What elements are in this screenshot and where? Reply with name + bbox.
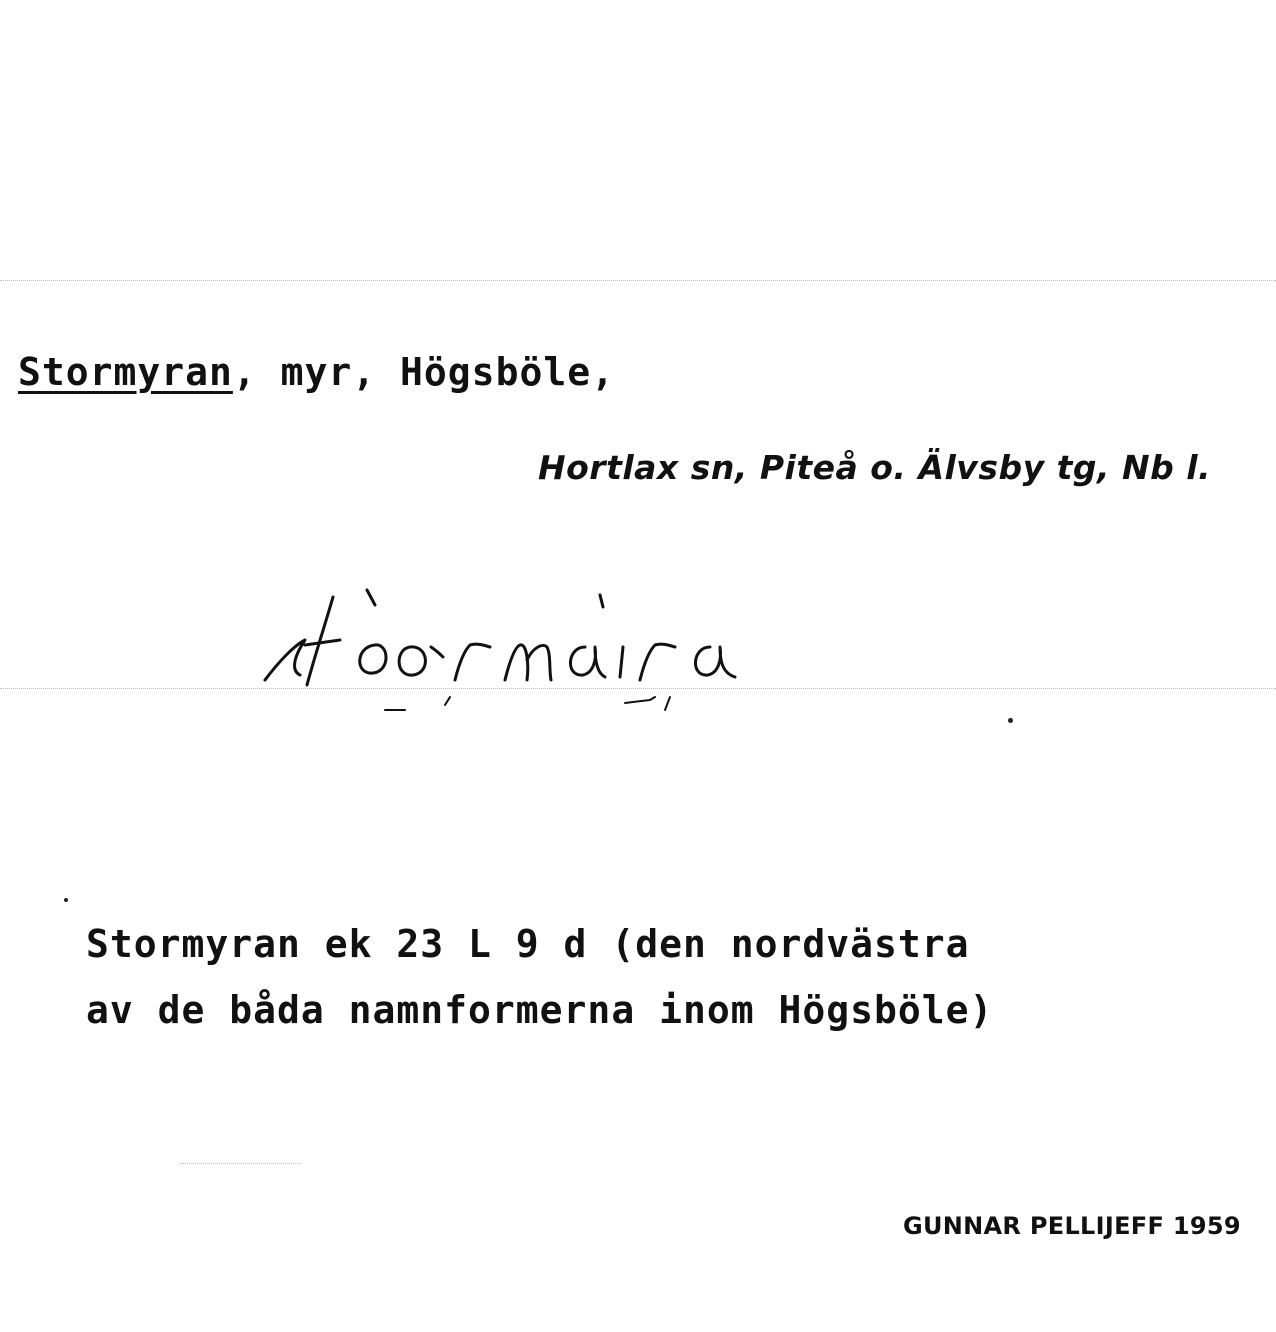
scan-noise [0,688,1276,690]
scan-noise [0,280,1276,282]
signature: GUNNAR PELLIJEFF 1959 [903,1212,1241,1240]
headword: Stormyran [18,350,233,394]
location-line: Hortlax sn, Piteå o. Älvsby tg, Nb l. [538,448,1212,487]
handwritten-pronunciation [255,585,795,725]
body-line-2: av de båda namnformerna inom Högsböle) [86,988,994,1032]
entry-header [18,350,615,394]
ink-speck [1008,718,1013,723]
scan-noise [180,1163,300,1165]
header-rest: , myr, Högsböle, [232,350,615,394]
body-line-1: Stormyran ek 23 L 9 d (den nordvästra [86,922,970,966]
ink-speck [64,898,68,902]
